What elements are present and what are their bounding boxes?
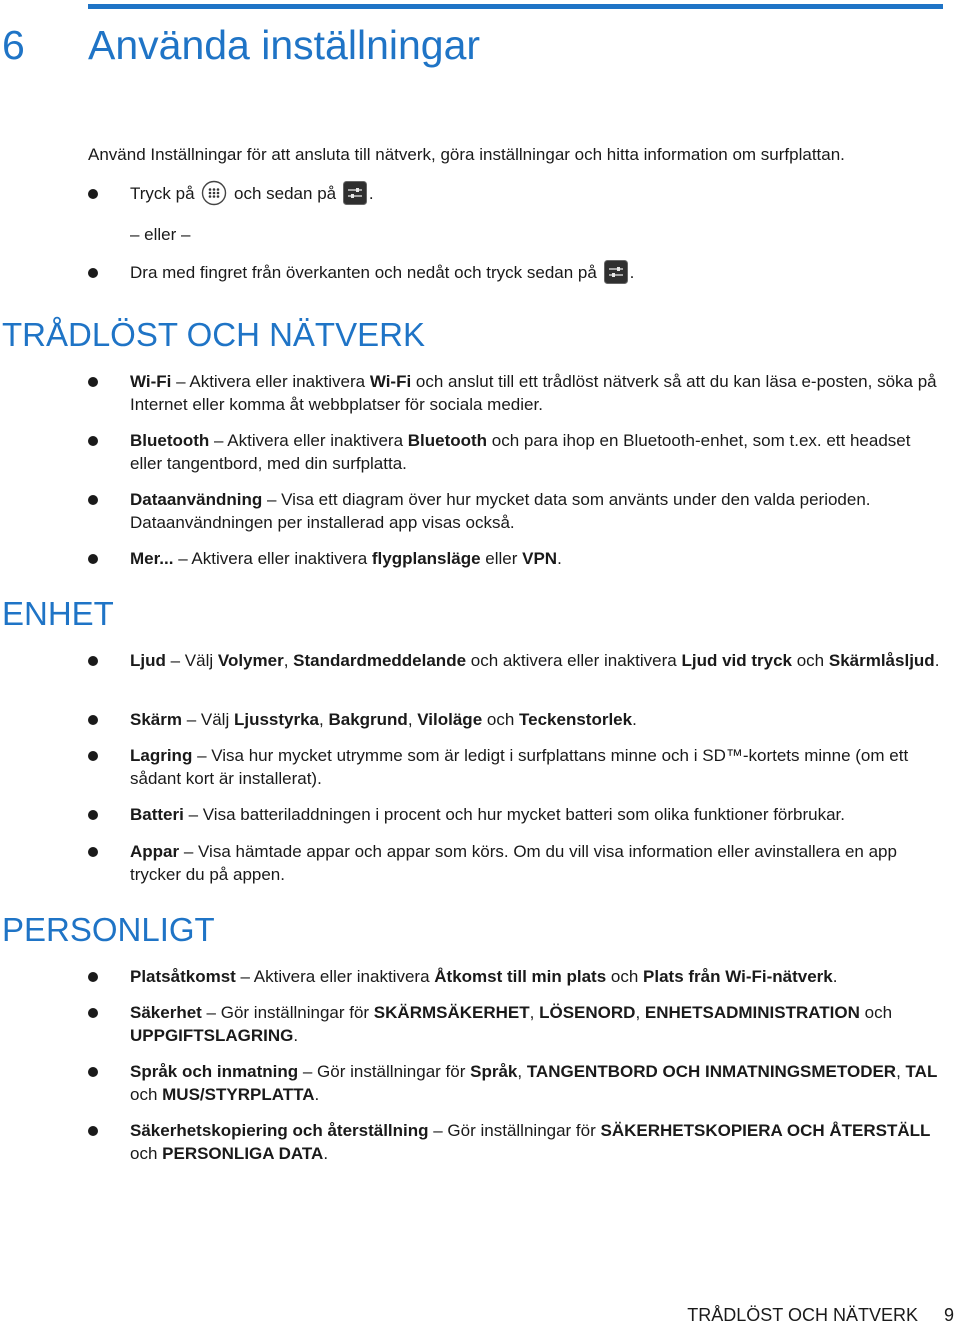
step-two-period: . xyxy=(629,263,635,282)
item-text: och xyxy=(606,967,644,986)
page-number: 9 xyxy=(943,1305,954,1325)
bullet xyxy=(88,715,98,725)
bullet xyxy=(88,554,98,564)
item-text: – Aktivera eller inaktivera xyxy=(209,431,408,450)
settings-sliders-icon xyxy=(604,260,628,284)
step-one-text-a: Tryck på xyxy=(130,184,195,203)
item-text: – Aktivera eller inaktivera xyxy=(171,372,370,391)
item-bold-term: Platsåtkomst xyxy=(130,967,236,986)
item-text: , xyxy=(635,1003,645,1022)
item-text: och anslut till ett trådlöst nätverk så att du kan läsa e-posten, söka på Internet eller komma åt webbplatser för sociala medier. xyxy=(130,372,937,414)
item-bold-term: Volymer xyxy=(217,651,284,670)
item-text: och xyxy=(482,710,520,729)
item-bold-term: ENHETSADMINISTRATION xyxy=(644,1003,860,1022)
item-text: , xyxy=(896,1062,906,1081)
item-text: . xyxy=(557,549,562,568)
item-text: och xyxy=(130,1144,163,1163)
list-item xyxy=(130,840,940,886)
item-text: – Visa ett diagram över hur mycket data som använts under den valda perioden. Dataanvändningen per installerad app visas också. xyxy=(130,490,871,532)
step-one xyxy=(130,183,374,206)
bullet xyxy=(88,656,98,666)
item-text: – Aktivera eller inaktivera xyxy=(235,967,435,986)
item-text: , xyxy=(529,1003,540,1022)
item-bold-term: Säkerhetskopiering och återställning xyxy=(130,1121,429,1140)
item-bold-term: Viloläge xyxy=(417,710,483,729)
list-item xyxy=(130,649,940,672)
item-bold-term: Batteri xyxy=(130,805,184,824)
bullet xyxy=(88,1008,98,1018)
step-two xyxy=(130,262,634,284)
item-bold-term: Språk xyxy=(470,1062,518,1081)
item-bold-term: Bakgrund xyxy=(328,710,408,729)
item-bold-term: SÄKERHETSKOPIERA OCH ÅTERSTÄLL xyxy=(600,1121,931,1140)
step-one-period: . xyxy=(368,184,374,203)
item-bold-term: MUS/STYRPLATTA xyxy=(162,1085,315,1104)
item-bold-term: Skärm xyxy=(130,710,182,729)
item-bold-term: Bluetooth xyxy=(130,431,210,450)
bullet xyxy=(88,377,98,387)
bullet xyxy=(88,1067,98,1077)
item-text: – Visa batteriladdningen i procent och hur mycket batteri som olika funktioner förbrukar. xyxy=(183,805,846,824)
item-bold-term: Appar xyxy=(130,842,180,861)
bullet xyxy=(88,436,98,446)
item-bold-term: Bluetooth xyxy=(407,431,488,450)
item-bold-term: Ljusstyrka xyxy=(233,710,320,729)
item-bold-term: Skärmlåsljud xyxy=(828,651,935,670)
list-item xyxy=(130,429,940,475)
bullet xyxy=(88,1126,98,1136)
item-text: . xyxy=(934,651,940,670)
item-bold-term: Ljud xyxy=(130,651,166,670)
item-text: – Aktivera eller inaktivera xyxy=(173,549,372,568)
chapter-title xyxy=(2,18,480,72)
item-bold-term: Plats från Wi-Fi-nätverk xyxy=(643,967,833,986)
apps-grid-icon xyxy=(201,180,227,206)
item-text: och aktivera eller inaktivera xyxy=(466,651,682,670)
item-text: , xyxy=(517,1062,527,1081)
item-bold-term: Språk och inmatning xyxy=(130,1062,299,1081)
item-bold-term: Åtkomst till min plats xyxy=(434,967,607,986)
settings-sliders-icon xyxy=(343,181,367,205)
list-item xyxy=(130,744,940,790)
section-title-personal: PERSONLIGT xyxy=(2,911,215,948)
item-bold-term: TAL xyxy=(905,1062,938,1081)
item-text: – Välj xyxy=(165,651,218,670)
item-bold-term: Wi-Fi xyxy=(130,372,172,391)
bullet xyxy=(88,751,98,761)
intro-paragraph: Använd Inställningar för att ansluta till nätverk, göra inställningar och hitta information om surfplattan. xyxy=(88,145,845,164)
item-text: och xyxy=(792,651,829,670)
item-text: – Gör inställningar för xyxy=(298,1062,471,1081)
item-text: . xyxy=(632,710,637,729)
or-separator: – eller – xyxy=(130,225,191,244)
item-bold-term: VPN xyxy=(522,549,558,568)
item-bold-term: SKÄRMSÄKERHET xyxy=(373,1003,530,1022)
item-text: . xyxy=(293,1026,299,1045)
item-text: . xyxy=(314,1085,320,1104)
list-item xyxy=(130,547,940,570)
item-bold-term: flygplansläge xyxy=(371,549,481,568)
list-item xyxy=(130,708,940,731)
chapter-number: 6 xyxy=(2,22,25,68)
section-title-device: ENHET xyxy=(2,595,114,632)
item-bold-term: Mer... xyxy=(130,549,174,568)
bullet xyxy=(88,972,98,982)
bullet xyxy=(88,268,98,278)
footer-section-title: TRÅDLÖST OCH NÄTVERK xyxy=(687,1305,918,1325)
item-text: , xyxy=(283,651,294,670)
item-bold-term: Teckenstorlek xyxy=(519,710,633,729)
list-item xyxy=(130,965,940,988)
bullet xyxy=(88,189,98,199)
item-text: – Visa hur mycket utrymme som är ledigt i surfplattans minne och i SD™-kortets minne (om ett sådant kort är installerat). xyxy=(130,746,909,788)
list-item xyxy=(130,1001,940,1047)
item-bold-term: TANGENTBORD OCH INMATNINGSMETODER xyxy=(526,1062,897,1081)
item-bold-term: Wi-Fi xyxy=(369,372,412,391)
item-bold-term: Standardmeddelande xyxy=(293,651,467,670)
item-text: eller xyxy=(480,549,523,568)
item-text: – Välj xyxy=(181,710,234,729)
item-text: – Gör inställningar för xyxy=(201,1003,374,1022)
item-text: . xyxy=(323,1144,329,1163)
item-text: och xyxy=(859,1003,893,1022)
item-bold-term: Dataanvändning xyxy=(130,490,263,509)
item-text: – Gör inställningar för xyxy=(428,1121,601,1140)
list-item xyxy=(130,803,940,826)
step-one-text-b: och sedan på xyxy=(234,184,337,203)
item-text: och para ihop en Bluetooth-enhet, som t.ex. ett headset eller tangentbord, med din surfplatta. xyxy=(130,431,911,473)
section-title-wireless: TRÅDLÖST OCH NÄTVERK xyxy=(2,316,425,353)
item-text: – Visa hämtade appar och appar som körs. Om du vill visa information eller avinstallera en app trycker du på appen. xyxy=(130,842,897,884)
step-two-text: Dra med fingret från överkanten och nedåt och tryck sedan på xyxy=(130,263,597,282)
item-bold-term: UPPGIFTSLAGRING xyxy=(130,1026,294,1045)
item-text: . xyxy=(832,967,838,986)
item-bold-term: Säkerhet xyxy=(130,1003,202,1022)
bullet xyxy=(88,847,98,857)
list-item xyxy=(130,1060,940,1106)
chapter-top-rule xyxy=(88,4,943,9)
item-bold-term: LÖSENORD xyxy=(539,1003,636,1022)
chapter-title-text: Använda inställningar xyxy=(88,22,481,68)
item-text: och xyxy=(130,1085,163,1104)
item-text: , xyxy=(407,710,418,729)
item-text: , xyxy=(319,710,329,729)
list-item xyxy=(130,488,940,534)
bullet xyxy=(88,495,98,505)
item-bold-term: Ljud vid tryck xyxy=(681,651,792,670)
list-item xyxy=(130,370,940,416)
list-item xyxy=(130,1119,940,1165)
item-bold-term: Lagring xyxy=(130,746,193,765)
bullet xyxy=(88,810,98,820)
item-bold-term: PERSONLIGA DATA xyxy=(162,1144,324,1163)
page-footer xyxy=(687,1303,954,1327)
